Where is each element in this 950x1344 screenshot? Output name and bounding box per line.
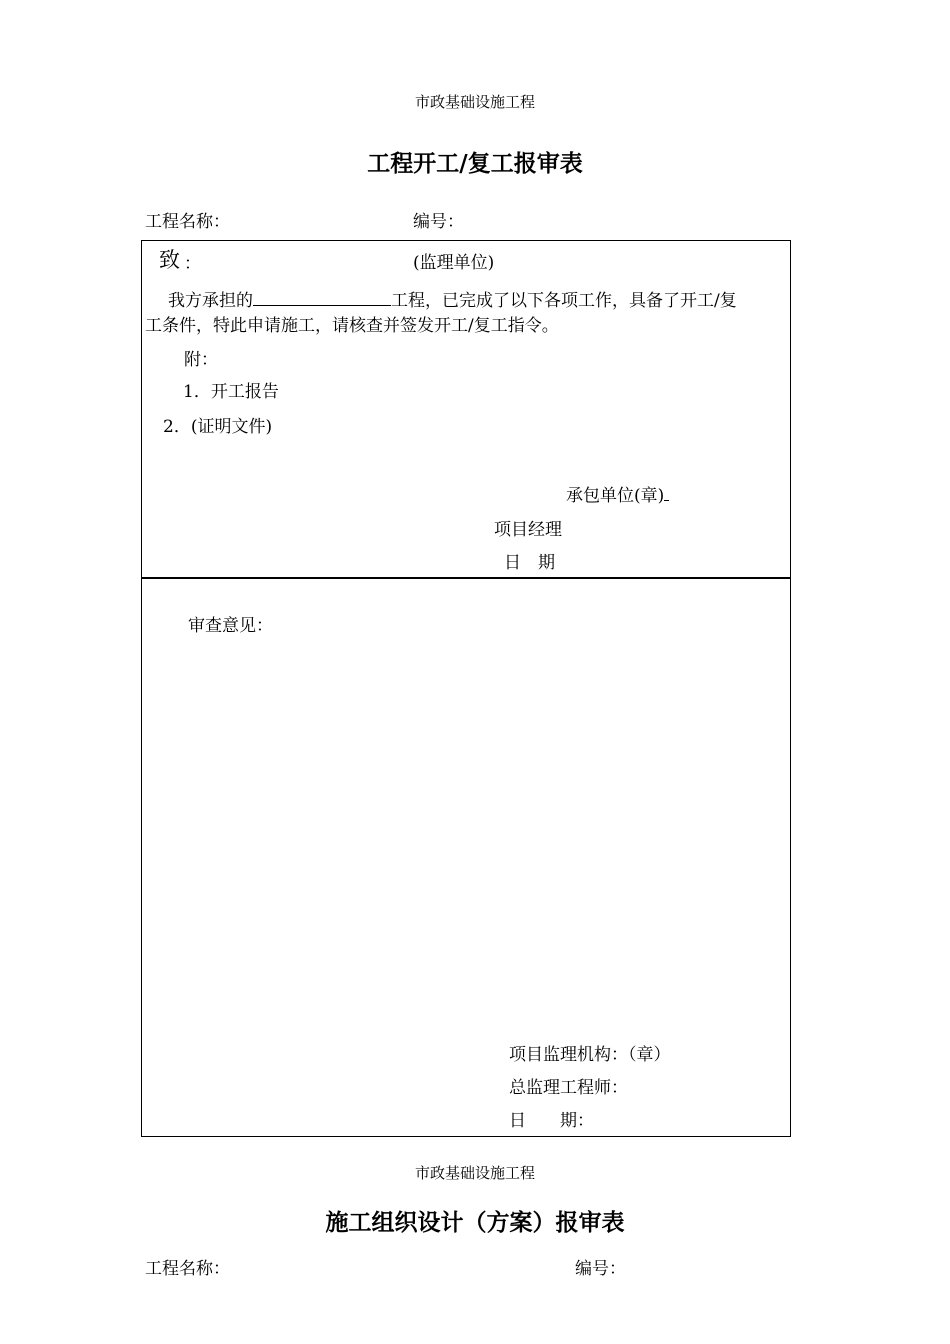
application-body-line1 <box>168 286 737 311</box>
application-date: 日 期 <box>504 553 555 573</box>
application-body-line2: 工条件，特此申请施工，请核查并签发开工/复工指令。 <box>145 316 559 336</box>
body-suffix: 工程，已完成了以下各项工作，具备了开工/复 <box>391 291 737 311</box>
page2-project-name-label: 工程名称： <box>145 1259 230 1279</box>
supervisor-unit: (监理单位) <box>413 253 495 273</box>
body-prefix: 我方承担的 <box>168 291 253 311</box>
attachment-label: 附： <box>184 350 218 370</box>
attachment-item: 2．(证明文件) <box>163 417 273 437</box>
form-title: 工程开工/复工报审表 <box>367 150 583 177</box>
to-colon: ： <box>184 254 201 274</box>
review-opinion-label: 审查意见： <box>188 616 273 636</box>
application-section <box>141 240 791 579</box>
review-section <box>141 577 791 1137</box>
to-label: 致 <box>159 248 180 272</box>
page2-number-label: 编号： <box>575 1259 626 1279</box>
page-header: 市政基础设施工程 <box>414 93 535 111</box>
number-label: 编号： <box>413 212 464 232</box>
page2-title: 施工组织设计（方案）报审表 <box>325 1209 625 1236</box>
project-manager: 项目经理 <box>494 520 562 540</box>
review-date: 日 期： <box>509 1111 594 1131</box>
project-name-label: 工程名称： <box>145 212 230 232</box>
supervision-org: 项目监理机构：（章） <box>509 1045 671 1065</box>
project-blank <box>253 288 391 306</box>
page2-header: 市政基础设施工程 <box>414 1164 535 1182</box>
attachment-item: 1．开工报告 <box>183 382 279 402</box>
chief-engineer: 总监理工程师： <box>509 1078 628 1098</box>
contractor-seal: 承包单位(章) <box>566 481 669 506</box>
